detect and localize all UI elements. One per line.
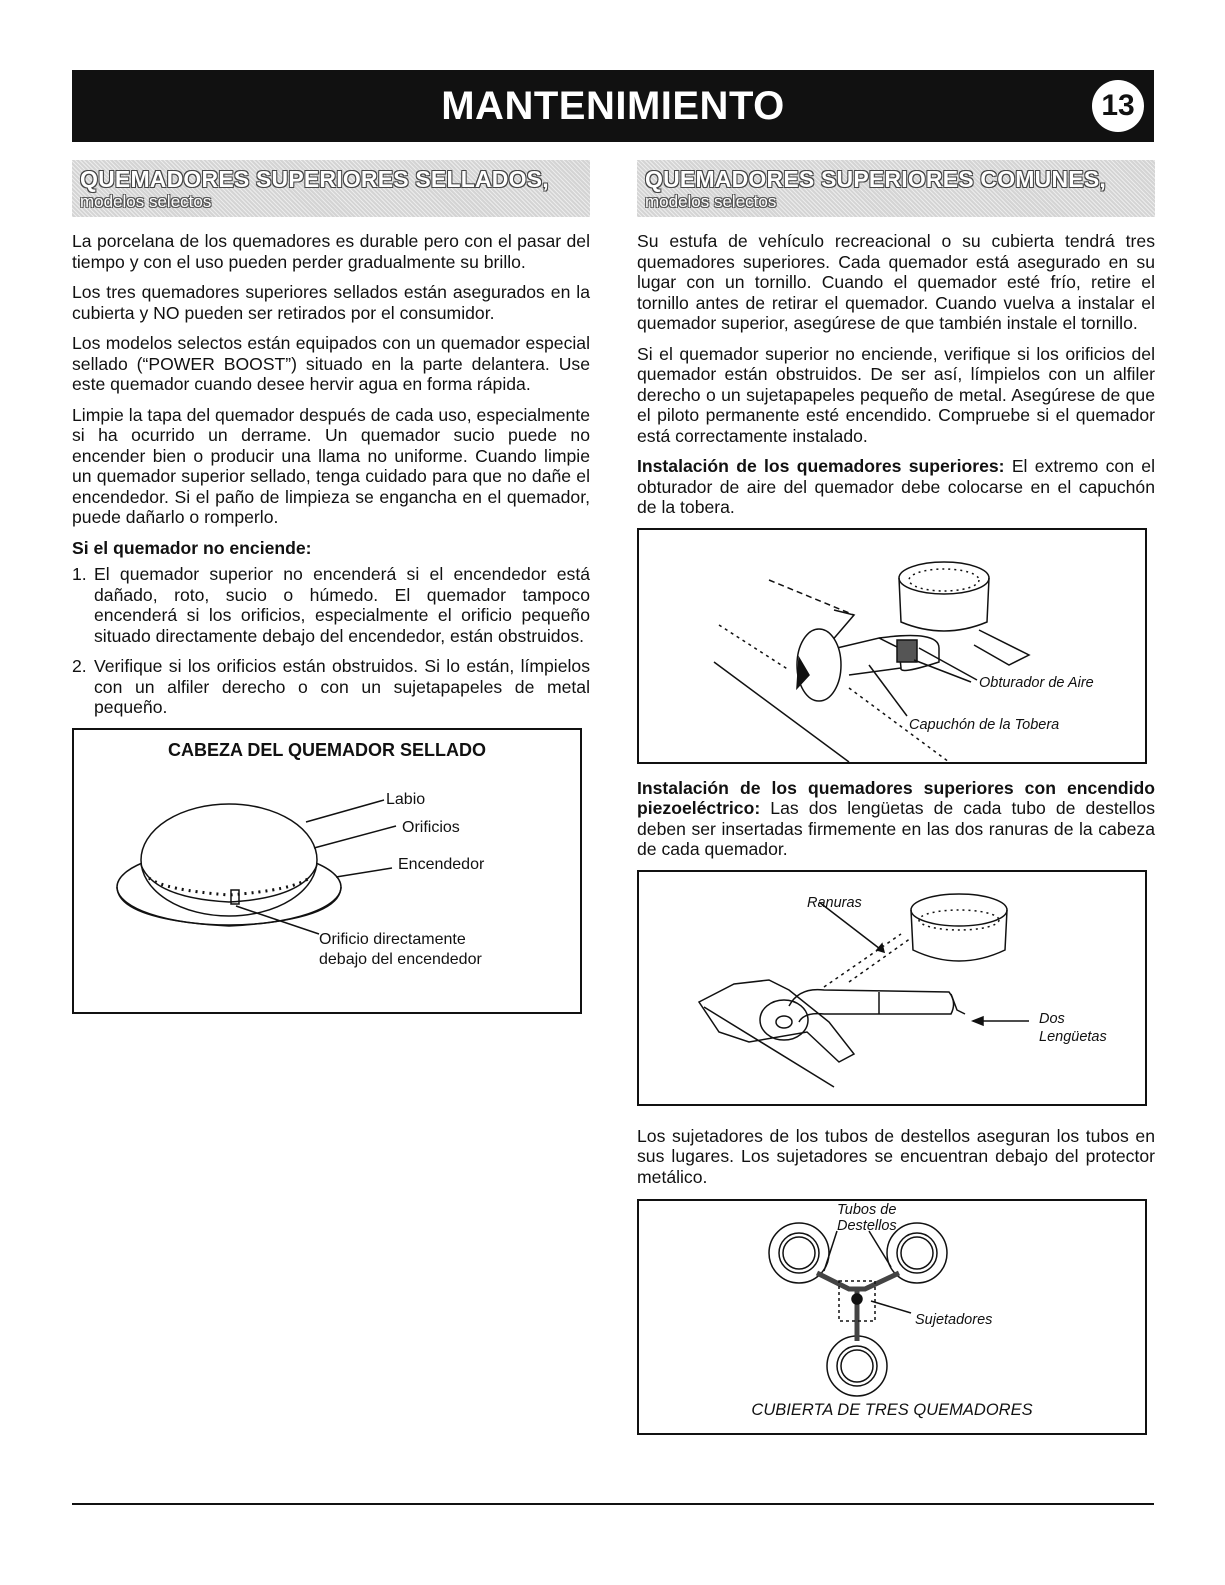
inline-heading: Instalación de los quemadores superiores: xyxy=(637,456,1005,476)
left-column xyxy=(72,160,590,1014)
three-burner-illustration xyxy=(639,1201,1145,1433)
section-subtitle: modelos selectos xyxy=(645,192,777,211)
section-header-common xyxy=(637,160,1155,217)
paragraph: Si el quemador superior no enciende, verifique si los orificios del quemador están obstruidos. De ser así, límpielos con un alfiler derecho o un sujetapapeles pequeño de metal. Asegúrese de que el piloto permanente esté encendido. Compruebe si el quemador está correctamente instalado. xyxy=(637,343,1155,446)
figure-caption: CUBIERTA DE TRES QUEMADORES xyxy=(751,1401,1033,1419)
right-column xyxy=(637,160,1155,1435)
page-banner xyxy=(72,70,1154,142)
figure-air-shutter xyxy=(637,528,1147,764)
callout-orificio-1: Orificio directamente xyxy=(319,930,466,948)
paragraph: Los tres quemadores superiores sellados están asegurados en la cubierta y NO pueden ser retirados por el consumidor. xyxy=(72,282,590,323)
callout-dos: Dos xyxy=(1039,1010,1065,1027)
air-shutter-illustration xyxy=(639,530,1145,762)
callout-tubos-1: Tubos de xyxy=(837,1202,897,1218)
section-title: QUEMADORES SUPERIORES SELLADOS, xyxy=(80,166,549,192)
paragraph xyxy=(637,456,1155,518)
step-number: 2. xyxy=(72,656,87,676)
page-number-badge: 13 xyxy=(1092,80,1144,132)
callout-sujetadores: Sujetadores xyxy=(915,1312,993,1328)
subheading: Si el quemador no enciende: xyxy=(72,537,312,558)
steps-list xyxy=(72,564,590,718)
section-header-sealed xyxy=(72,160,590,217)
section-title: QUEMADORES SUPERIORES COMUNES, xyxy=(645,166,1106,192)
figure-flash-tubes xyxy=(637,870,1147,1106)
callout-encendedor: Encendedor xyxy=(398,855,485,873)
callout-obturador: Obturador de Aire xyxy=(979,674,1094,691)
callout-ranuras: Ranuras xyxy=(807,894,862,911)
figure-sealed-burner-head xyxy=(72,728,582,1014)
section-subtitle: modelos selectos xyxy=(80,192,212,211)
figure-three-burner-top xyxy=(637,1199,1147,1435)
paragraph: Los sujetadores de los tubos de destellos aseguran los tubos en sus lugares. Los sujetadores se encuentran debajo del protector metálico. xyxy=(637,1125,1155,1187)
callout-orificio-2: debajo del encendedor xyxy=(319,950,482,968)
paragraph: Su estufa de vehículo recreacional o su cubierta tendrá tres quemadores superiores. Cada quemador está asegurado en su lugar con un tornillo. Cuando el quemador esté frío, retire el tornillo antes de retirar el quemador. Cuando vuelva a instalar el quemador superior, asegúrese de que también instale el tornillo. xyxy=(637,231,1155,333)
paragraph xyxy=(637,778,1155,860)
callout-lenguetas: Lengüetas xyxy=(1039,1028,1107,1045)
flash-tube-illustration xyxy=(639,872,1145,1104)
paragraph: La porcelana de los quemadores es durable pero con el pasar del tiempo y con el uso pueden perder gradualmente su brillo. xyxy=(72,231,590,272)
footer-rule xyxy=(72,1503,1154,1505)
list-item xyxy=(72,564,590,646)
paragraph: Los modelos selectos están equipados con un quemador especial sellado (“POWER BOOST”) situado en la parte delantera. Use este quemador cuando desee hervir agua en forma rápida. xyxy=(72,333,590,394)
list-item xyxy=(72,656,590,718)
paragraph: Limpie la tapa del quemador después de cada uso, especialmente si ha ocurrido un derrame. Un quemador sucio puede no encender bien o producir una llama no uniforme. Cuando limpie un quemador superior sellado, tenga cuidado para que no dañe el encendedor. Si el paño de limpieza se engancha en el quemador, puede dañarlo o romperlo. xyxy=(72,404,590,527)
callout-capuchon: Capuchón de la Tobera xyxy=(909,716,1060,733)
callout-tubos-2: Destellos xyxy=(837,1218,897,1234)
callout-orificios: Orificios xyxy=(402,818,460,836)
paragraph-text: El extremo con el obturador de aire del quemador debe colocarse en el capuchón de la tobera. xyxy=(637,456,1155,517)
paragraph-text: Las dos lengüetas de cada tubo de destellos deben ser insertadas firmemente en las dos ranuras de la cabeza de cada quemador. xyxy=(637,798,1155,859)
step-number: 1. xyxy=(72,564,87,584)
figure-title: CABEZA DEL QUEMADOR SELLADO xyxy=(167,739,486,760)
page-title: MANTENIMIENTO xyxy=(441,84,785,128)
step-text: El quemador superior no encenderá si el encendedor está dañado, roto, sucio o húmedo. El quemador tampoco encenderá si los orificios, especialmente el orificio pequeño situado directamente debajo del encendedor, están obstruidos. xyxy=(94,564,590,646)
step-text: Verifique si los orificios están obstruidos. Si lo están, límpielos con un alfiler derecho o con un sujetapapeles de metal pequeño. xyxy=(94,656,590,717)
callout-labio: Labio xyxy=(386,790,426,808)
inline-heading: Instalación de los quemadores superiores con encendido piezoeléctrico: xyxy=(637,777,1155,818)
